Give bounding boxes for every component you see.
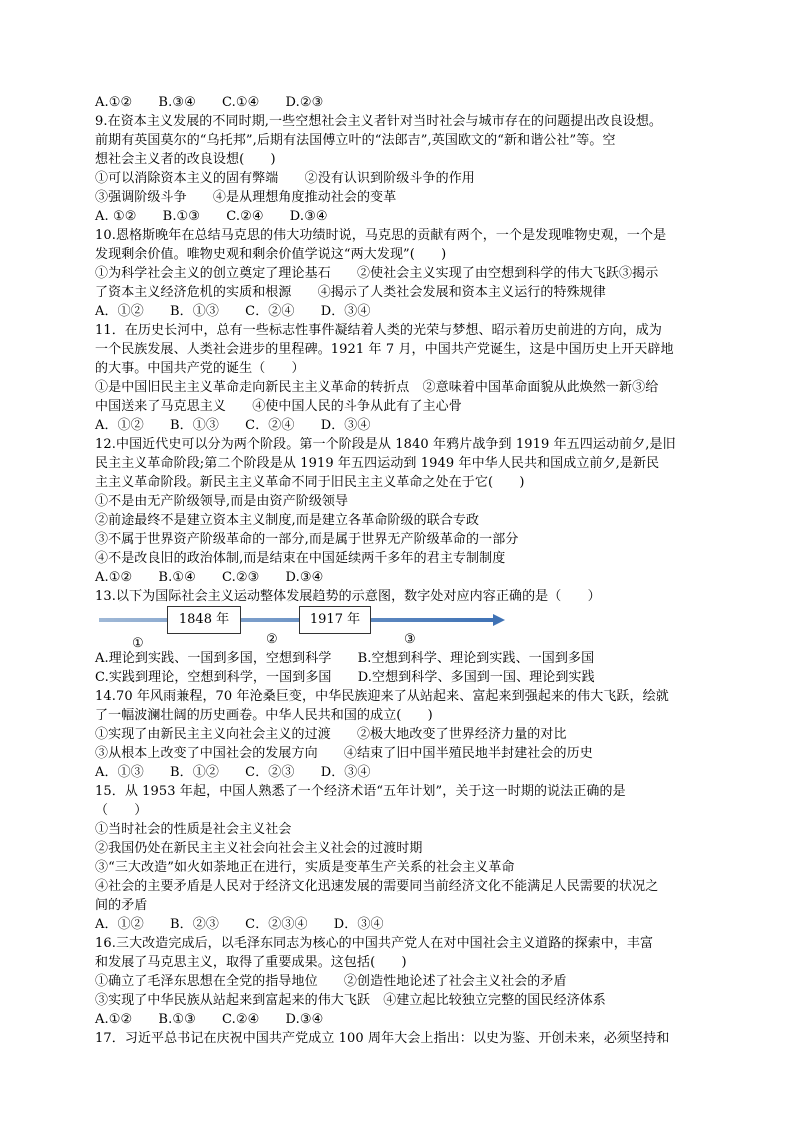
q17-stem-line1: 17．习近平总书记在庆祝中国共产党成立 100 周年大会上指出：以史为鉴、开创未来，必须坚持和 <box>95 1031 670 1046</box>
q13-options-cd: C.实践到理论，空想到科学，一国到多国 D.空想到科学、多国到一国、理论到实践 <box>95 670 595 685</box>
q12-choice-4: ④不是改良旧的政治体制,而是结束在中国延续两千多年的君主专制制度 <box>95 551 506 566</box>
q16-stem-line2: 和发展了马克思主义，取得了重要成果。这包括( ) <box>95 955 407 970</box>
q15-choice-2: ②我国仍处在新民主主义社会向社会主义社会的过渡时期 <box>95 841 423 856</box>
q11-choice-line2: 中国送来了马克思主义 ④使中国人民的斗争从此有了主心骨 <box>95 399 462 414</box>
q15-choice-3: ③“三大改造”如火如荼地正在进行，实质是变革生产关系的社会主义革命 <box>95 860 515 875</box>
q14-stem-line2: 了一幅波澜壮阔的历史画卷。中华人民共和国的成立( ) <box>95 708 433 723</box>
q12-stem-line1: 12.中国近代史可以分为两个阶段。第一个阶段是从 1840 年鸦片战争到 1919 年五四运动前夕,是旧 <box>95 437 676 452</box>
q12-choice-3: ③不属于世界资产阶级革命的一部分,而是属于世界无产阶级革命的一部分 <box>95 532 519 547</box>
q12-choice-2: ②前途最终不是建立资本主义制度,而是建立各革命阶级的联合专政 <box>95 513 480 528</box>
q14-stem-line1: 14.70 年风雨兼程，70 年沧桑巨变，中华民族迎来了从站起来、富起来到强起来的伟大飞跃，绘就 <box>95 689 669 704</box>
q12-choice-1: ①不是由无产阶级领导,而是由资产阶级领导 <box>95 494 349 509</box>
timeline-marker-2: ② <box>266 632 278 647</box>
timeline-marker-3: ③ <box>404 632 416 647</box>
q14-options: A．①③ B．①② C．②③ D．③④ <box>95 765 371 780</box>
q11-stem-line1: 11．在历史长河中，总有一些标志性事件凝结着人类的光荣与梦想、昭示着历史前进的方向，成为 <box>95 323 662 338</box>
q14-choice-34: ③从根本上改变了中国社会的发展方向 ④结束了旧中国半殖民地半封建社会的历史 <box>95 746 593 761</box>
q14-choice-12: ①实现了由新民主主义向社会主义的过渡 ②极大地改变了世界经济力量的对比 <box>95 727 567 742</box>
q15-choice-4-line2: 间的矛盾 <box>95 898 148 913</box>
q16-choice-12: ①确立了毛泽东思想在全党的指导地位 ②创造性地论述了社会主义社会的矛盾 <box>95 974 567 989</box>
q9-stem-line1: 9.在资本主义发展的不同时期,一些空想社会主义者针对当时社会与城市存在的问题提出改良设想。 <box>95 114 663 129</box>
q9-choice-34: ③强调阶级斗争 ④是从理想角度推动社会的变革 <box>95 190 397 205</box>
q13-stem: 13.以下为国际社会主义运动整体发展趋势的示意图，数字处对应内容正确的是（ ） <box>95 589 601 604</box>
q12-options: A.①② B.①④ C.②③ D.③④ <box>95 570 324 585</box>
q8-options: A.①② B.③④ C.①④ D.②③ <box>95 95 324 110</box>
timeline-marker-1: ① <box>132 636 144 651</box>
timeline-arrowhead <box>493 614 505 626</box>
timeline-line <box>99 618 495 622</box>
q12-stem-line2: 民主主义革命阶段;第二个阶段是从 1919 年五四运动到 1949 年中华人民共和国成立前夕,是新民 <box>95 456 660 471</box>
timeline-box-1917: 1917 年 <box>299 606 371 634</box>
q16-options: A.①② B.①③ C.②④ D.③④ <box>95 1012 324 1027</box>
q15-choice-1: ①当时社会的性质是社会主义社会 <box>95 822 292 837</box>
q16-stem-line1: 16.三大改造完成后，以毛泽东同志为核心的中国共产党人在对中国社会主义道路的探索中，丰富 <box>95 936 654 951</box>
q10-options: A．①② B．①③ C．②④ D．③④ <box>95 304 371 319</box>
timeline-box-1848: 1848 年 <box>167 606 241 634</box>
q15-stem-line2: （ ） <box>95 803 148 818</box>
q9-stem-line2: 前期有英国莫尔的“乌托邦”,后期有法国傅立叶的“法郎吉”,英国欧文的“新和谐公社”等。空 <box>95 133 616 148</box>
q12-stem-line3: 主主义革命阶段。新民主主义革命不同于旧民主主义革命之处在于它( ) <box>95 475 525 490</box>
q9-choice-12: ①可以消除资本主义的固有弊端 ②没有认识到阶级斗争的作用 <box>95 171 475 186</box>
q10-stem-line2: 发现剩余价值。唯物史观和剩余价值学说这“两大发现”( ) <box>95 247 447 262</box>
q10-stem-line1: 10.恩格斯晚年在总结马克思的伟大功绩时说，马克思的贡献有两个，一个是发现唯物史观，一个是 <box>95 228 667 243</box>
q10-choice-line1: ①为科学社会主义的创立奠定了理论基石 ②使社会主义实现了由空想到科学的伟大飞跃③揭示 <box>95 266 659 281</box>
q11-options: A．①② B．①③ C．②④ D．③④ <box>95 418 371 433</box>
q15-options: A．①② B．②③ C．②③④ D．③④ <box>95 917 384 932</box>
q11-stem-line3: 的大事。中国共产党的诞生（ ） <box>95 361 305 376</box>
q15-choice-4-line1: ④社会的主要矛盾是人民对于经济文化迅速发展的需要同当前经济文化不能满足人民需要的状况之 <box>95 879 659 894</box>
q15-stem-line1: 15．从 1953 年起，中国人熟悉了一个经济术语“五年计划”，关于这一时期的说法正确的是 <box>95 784 626 799</box>
q16-choice-34: ③实现了中华民族从站起来到富起来的伟大飞跃 ④建立起比较独立完整的国民经济体系 <box>95 993 606 1008</box>
development-trend-diagram <box>95 606 707 656</box>
q9-stem-line3: 想社会主义者的改良设想( ) <box>95 152 276 167</box>
q11-stem-line2: 一个民族发展、人类社会进步的里程碑。1921 年 7 月，中国共产党诞生，这是中国历史上开天辟地 <box>95 342 674 357</box>
q9-options: A. ①② B.①③ C.②④ D.③④ <box>95 209 328 224</box>
q11-choice-line1: ①是中国旧民主主义革命走向新民主主义革命的转折点 ②意味着中国革命面貌从此焕然一新③给 <box>95 380 659 395</box>
q10-choice-line2: 了资本主义经济危机的实质和根源 ④揭示了人类社会发展和资本主义运行的特殊规律 <box>95 285 606 300</box>
q13-options-ab: A.理论到实践、一国到多国，空想到科学 B.空想到科学、理论到实践、一国到多国 <box>95 651 595 666</box>
